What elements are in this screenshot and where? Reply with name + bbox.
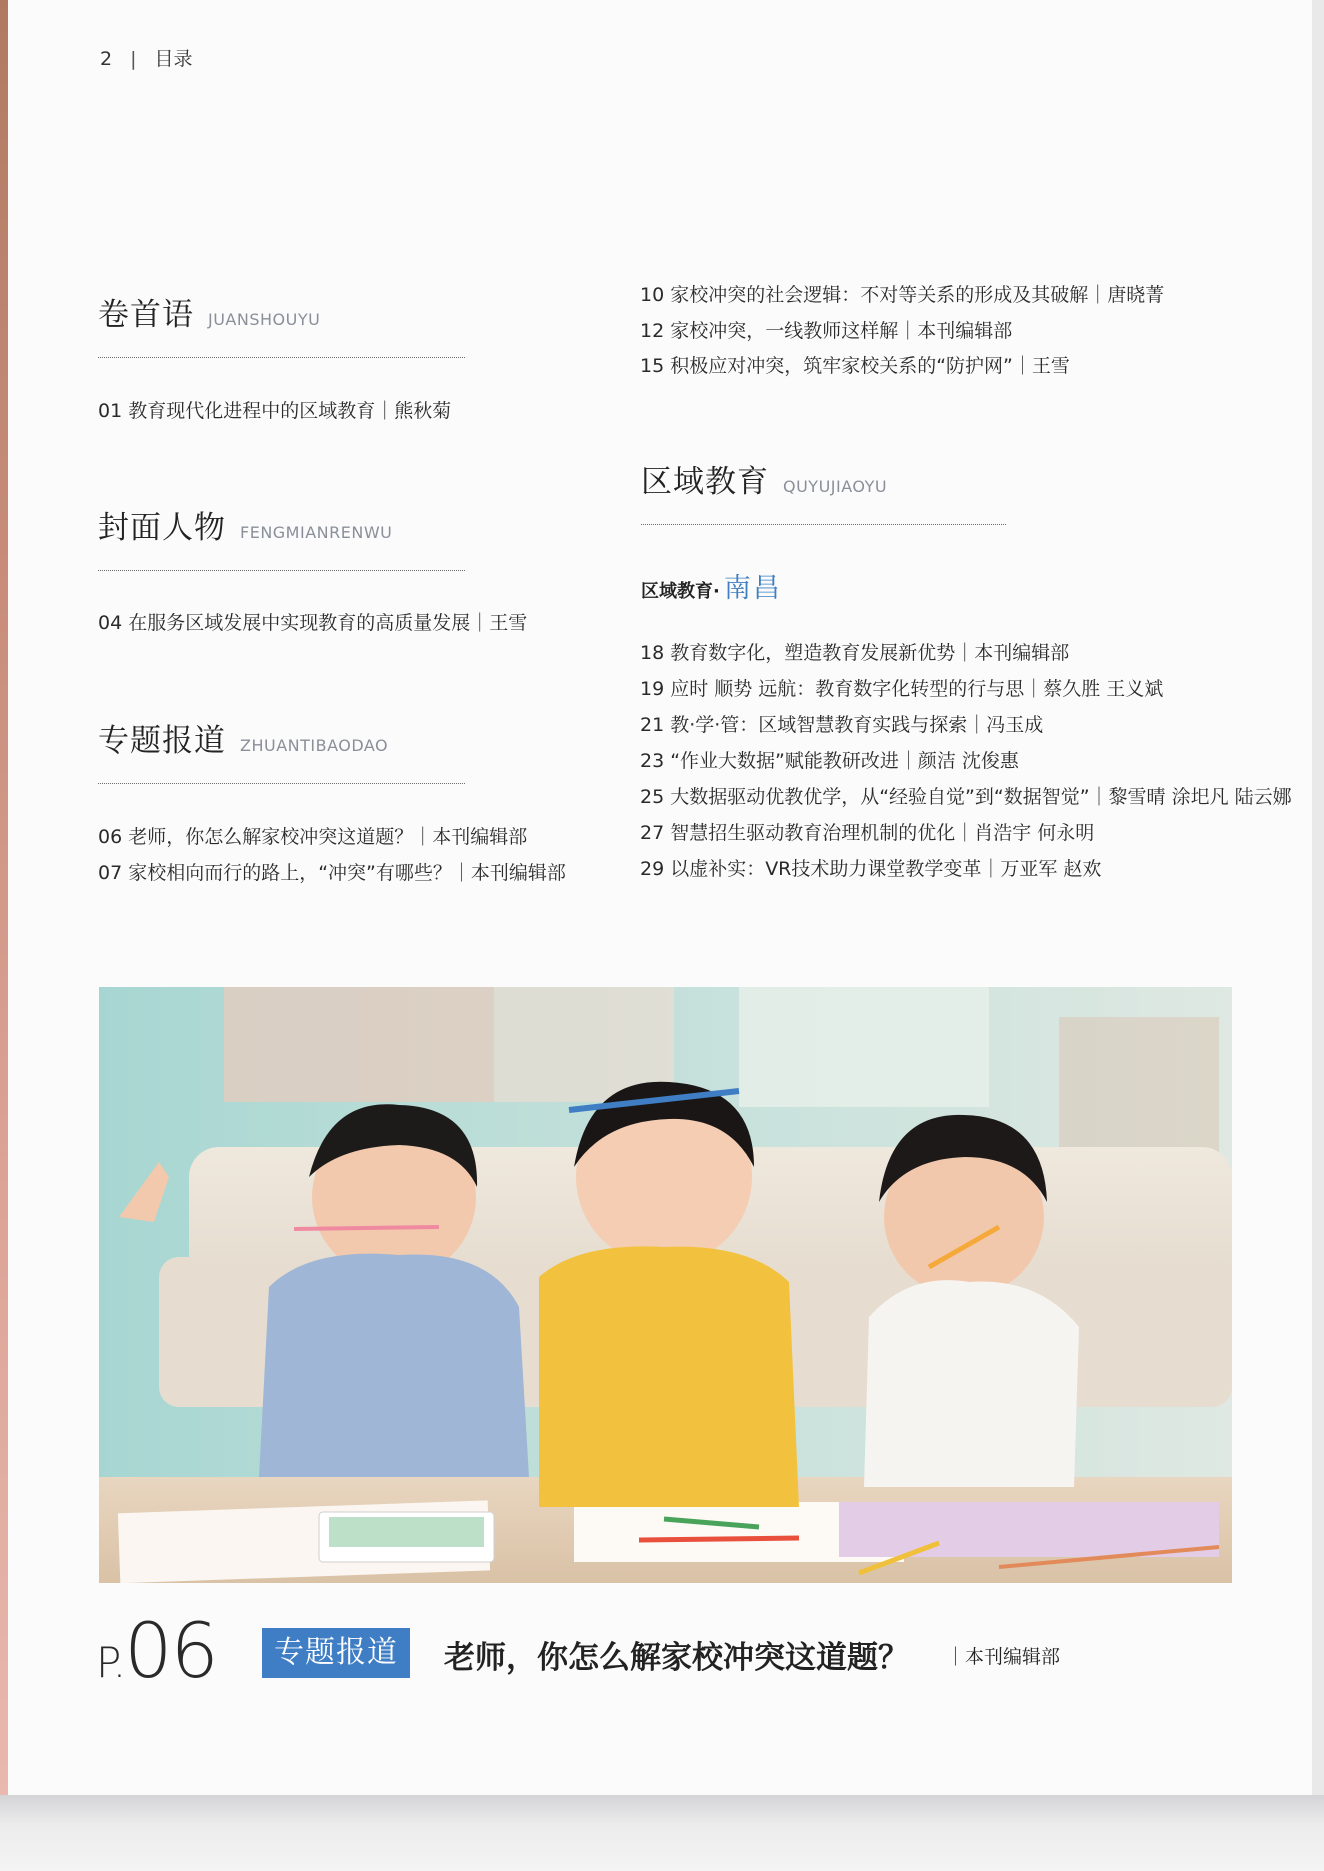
section-heading-quyujiaoyu [641, 456, 887, 501]
toc-entry[interactable] [98, 608, 527, 635]
entry-title: “作业大数据”赋能教研改进｜颜洁 沈俊惠 [670, 750, 1019, 772]
section-divider [98, 783, 465, 784]
header-section: 目录 [154, 48, 193, 70]
section-pinyin: QUYUJIAOYU [783, 477, 888, 496]
entry-title: 以虚补实：VR技术助力课堂教学变革｜万亚军 赵欢 [670, 858, 1102, 880]
entry-title: 教·学·管：区域智慧教育实践与探索｜冯玉成 [670, 714, 1044, 736]
toc-entry[interactable] [98, 822, 527, 849]
toc-entry[interactable] [640, 782, 1292, 809]
regional-subheading [641, 566, 782, 605]
section-heading-fengmianrenwu [98, 502, 392, 547]
section-pinyin: FENGMIANRENWU [240, 523, 393, 542]
featured-author: ｜本刊编辑部 [946, 1646, 1061, 1668]
featured-section-tag: 专题报道 [262, 1628, 410, 1678]
entry-page: 10 [640, 284, 665, 306]
entry-page: 01 [98, 400, 123, 422]
toc-entry[interactable] [640, 746, 1019, 773]
page-digits: 06 [124, 1606, 217, 1695]
featured-title: 老师，你怎么解家校冲突这道题？ [444, 1640, 909, 1676]
entry-page: 04 [98, 612, 123, 634]
toc-entry[interactable] [98, 396, 451, 423]
toc-entry[interactable] [640, 818, 1094, 845]
section-title: 专题报道 [98, 723, 226, 759]
toc-entry[interactable] [640, 280, 1164, 307]
page-number: 2 [100, 48, 113, 70]
subheading-label: 区域教育· [641, 581, 720, 602]
entry-page: 06 [98, 826, 123, 848]
header-separator: | [130, 48, 137, 70]
entry-page: 15 [640, 355, 665, 377]
section-divider [98, 570, 465, 571]
entry-page: 07 [98, 862, 123, 884]
entry-title: 老师，你怎么解家校冲突这道题？｜本刊编辑部 [128, 826, 528, 848]
entry-title: 家校冲突，一线教师这样解｜本刊编辑部 [670, 320, 1013, 342]
entry-page: 25 [640, 786, 665, 808]
featured-page-number [96, 1606, 217, 1695]
section-title: 封面人物 [98, 510, 226, 546]
subheading-city: 南昌 [723, 573, 782, 604]
entry-title: 教育数字化，塑造教育发展新优势｜本刊编辑部 [670, 642, 1070, 664]
page-prefix: P. [96, 1638, 125, 1687]
page-edge-shadow [0, 1795, 1324, 1871]
entry-title: 在服务区域发展中实现教育的高质量发展｜王雪 [128, 612, 528, 634]
section-divider [98, 357, 465, 358]
section-pinyin: ZHUANTIBAODAO [240, 736, 389, 755]
entry-page: 18 [640, 642, 665, 664]
toc-entry[interactable] [640, 638, 1069, 665]
toc-entry[interactable] [640, 351, 1070, 378]
entry-title: 应时 顺势 远航：教育数字化转型的行与思｜蔡久胜 王义斌 [670, 678, 1164, 700]
entry-page: 27 [640, 822, 665, 844]
entry-title: 智慧招生驱动教育治理机制的优化｜肖浩宇 何永明 [670, 822, 1095, 844]
section-heading-juanshouyu [98, 289, 320, 334]
section-pinyin: JUANSHOUYU [208, 310, 321, 329]
section-title: 卷首语 [98, 297, 194, 333]
entry-page: 21 [640, 714, 665, 736]
toc-entry[interactable] [640, 854, 1101, 881]
toc-entry[interactable] [640, 316, 1012, 343]
entry-page: 12 [640, 320, 665, 342]
toc-entry[interactable] [98, 858, 566, 885]
section-divider [641, 524, 1006, 525]
entry-page: 19 [640, 678, 665, 700]
cover-story-photo [99, 987, 1232, 1583]
running-header [100, 44, 193, 71]
entry-page: 29 [640, 858, 665, 880]
section-title: 区域教育 [641, 464, 769, 500]
binding-edge [0, 0, 8, 1800]
entry-page: 23 [640, 750, 665, 772]
toc-entry[interactable] [640, 710, 1043, 737]
toc-entry[interactable] [640, 674, 1163, 701]
entry-title: 大数据驱动优教优学，从“经验自觉”到“数据智觉”｜黎雪晴 涂圯凡 陆云娜 [670, 786, 1292, 808]
entry-title: 积极应对冲突，筑牢家校关系的“防护网”｜王雪 [670, 355, 1070, 377]
entry-title: 家校冲突的社会逻辑：不对等关系的形成及其破解｜唐晓菁 [670, 284, 1165, 306]
entry-title: 教育现代化进程中的区域教育｜熊秋菊 [128, 400, 452, 422]
entry-title: 家校相向而行的路上，“冲突”有哪些？｜本刊编辑部 [128, 862, 566, 884]
section-heading-zhuantibaodao [98, 715, 388, 760]
